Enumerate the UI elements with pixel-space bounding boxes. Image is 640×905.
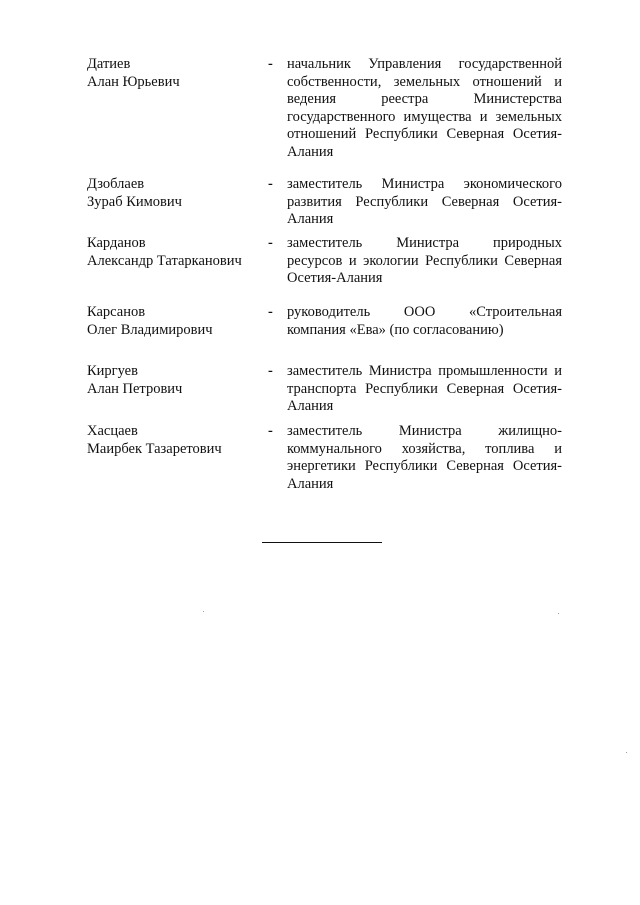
position-line: развития Республики Северная Осетия- — [287, 193, 562, 210]
member-surname: Киргуев — [87, 363, 138, 379]
member-position — [287, 363, 562, 416]
scan-speck — [626, 752, 627, 753]
member-given-names: Олег Владимирович — [87, 321, 213, 338]
member-position — [287, 176, 562, 229]
position-line: начальник Управления государственной — [287, 56, 562, 72]
position-line: транспорта Республики Северная Осетия- — [287, 380, 562, 397]
position-line: собственности, земельных отношений и — [287, 73, 562, 90]
scan-speck — [203, 611, 204, 612]
separator-dash: - — [268, 363, 273, 379]
member-surname: Карданов — [87, 235, 146, 251]
scan-speck — [558, 613, 559, 614]
position-line: государственного имущества и земельных — [287, 108, 562, 125]
position-line: коммунального хозяйства, топлива и — [287, 440, 562, 457]
position-line: руководитель ООО «Строительная — [287, 304, 562, 320]
position-line: заместитель Министра природных — [287, 235, 562, 251]
member-surname: Хасцаев — [87, 423, 138, 439]
position-line: энергетики Республики Северная Осетия- — [287, 458, 562, 474]
closing-rule — [262, 542, 382, 543]
position-line: компания «Ева» (по согласованию) — [287, 321, 504, 338]
member-name — [87, 235, 262, 270]
member-given-names: Алан Юрьевич — [87, 73, 180, 90]
separator-dash: - — [268, 176, 273, 192]
member-name — [87, 423, 262, 458]
member-name — [87, 56, 262, 91]
separator-dash: - — [268, 56, 273, 72]
member-position — [287, 235, 562, 288]
position-line: Алания — [287, 475, 334, 492]
member-surname: Датиев — [87, 56, 131, 72]
member-given-names: Зураб Кимович — [87, 193, 182, 210]
position-line: заместитель Министра экономического — [287, 176, 562, 192]
member-surname: Карсанов — [87, 304, 146, 320]
separator-dash: - — [268, 304, 273, 320]
separator-dash: - — [268, 235, 273, 251]
member-position — [287, 423, 562, 493]
position-line: Осетия-Алания — [287, 270, 383, 286]
member-given-names: Александр Татарканович — [87, 252, 242, 269]
position-line: ведения реестра Министерства — [287, 91, 562, 107]
position-line: Алания — [287, 211, 334, 227]
member-position — [287, 56, 562, 161]
member-given-names: Маирбек Тазаретович — [87, 440, 222, 457]
member-given-names: Алан Петрович — [87, 380, 183, 397]
position-line: заместитель Министра промышленности и — [287, 363, 562, 379]
position-line: отношений Республики Северная Осетия- — [287, 126, 562, 142]
separator-dash: - — [268, 423, 273, 439]
position-line: ресурсов и экологии Республики Северная — [287, 252, 562, 269]
member-name — [87, 304, 262, 339]
position-line: заместитель Министра жилищно- — [287, 423, 562, 439]
member-name — [87, 176, 262, 211]
position-line: Алания — [287, 143, 334, 160]
position-line: Алания — [287, 398, 334, 414]
member-name — [87, 363, 262, 398]
member-surname: Дзоблаев — [87, 176, 145, 192]
member-position — [287, 304, 562, 339]
